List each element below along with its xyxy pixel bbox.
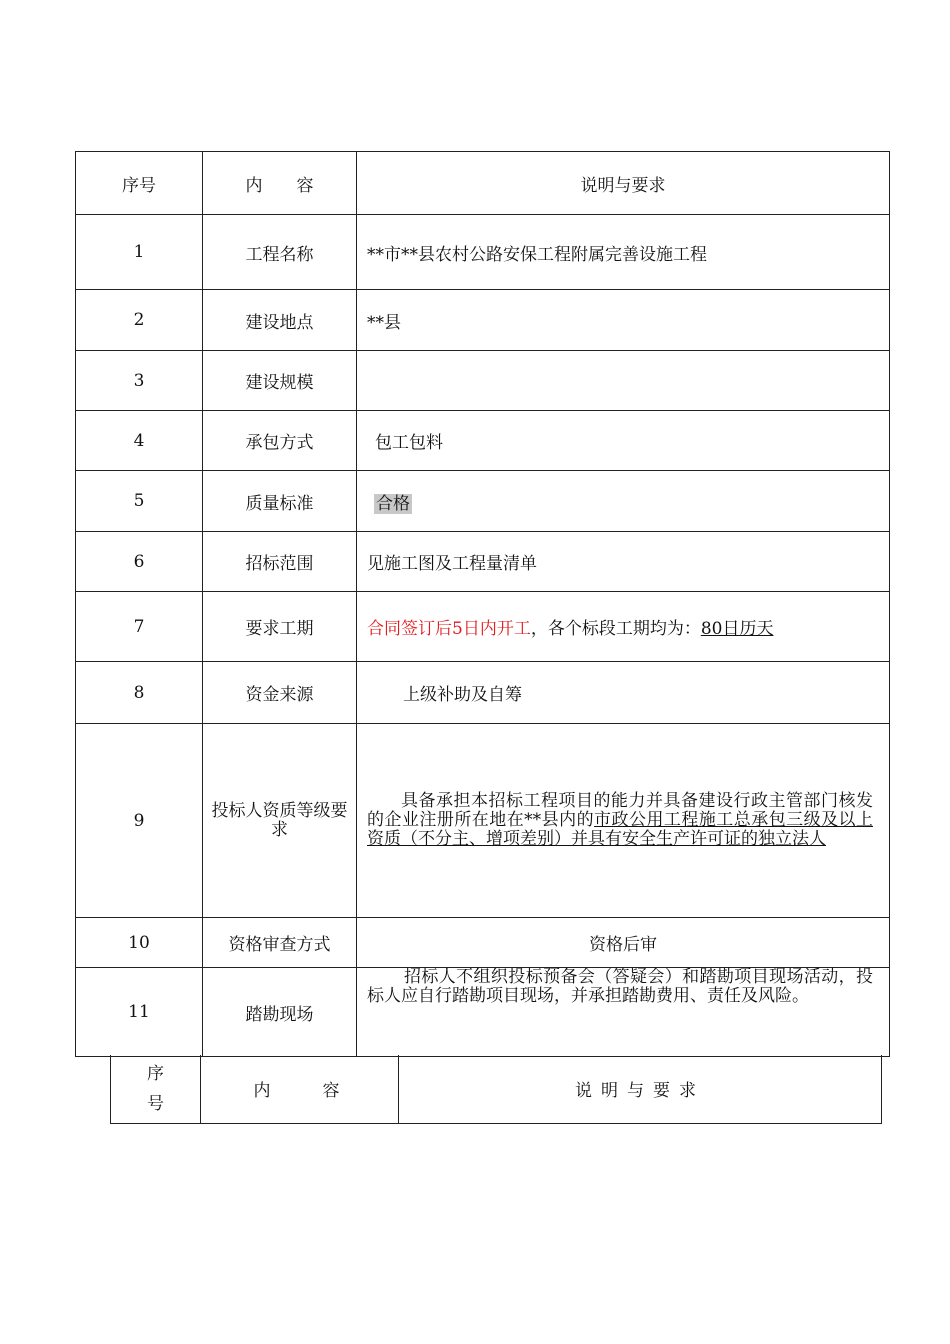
row-desc-cell — [357, 724, 890, 918]
row-no: 3 — [76, 351, 203, 411]
header-desc: 说明与要求 — [399, 1055, 882, 1123]
table-row — [76, 532, 890, 592]
row-item: 踏勘现场 — [203, 968, 357, 1057]
row-no: 6 — [76, 532, 203, 592]
table-header-row — [76, 152, 890, 215]
table-row — [76, 592, 890, 662]
table-row — [76, 290, 890, 351]
table-row — [76, 471, 890, 532]
row-desc-cell — [357, 592, 890, 662]
row-no: 2 — [76, 290, 203, 351]
table-row — [76, 411, 890, 471]
continuation-table-header — [110, 1055, 882, 1124]
tender-info-table — [75, 151, 890, 1057]
row-desc: **县 — [357, 290, 890, 351]
header-item: 内 容 — [203, 152, 357, 215]
header-desc: 说明与要求 — [357, 152, 890, 215]
row-desc-cell — [357, 968, 890, 1057]
table-header-row — [111, 1055, 882, 1123]
row-item: 质量标准 — [203, 471, 357, 532]
row-desc: **市**县农村公路安保工程附属完善设施工程 — [357, 215, 890, 290]
row-item: 建设地点 — [203, 290, 357, 351]
row-item: 建设规模 — [203, 351, 357, 411]
row-item: 资格审查方式 — [203, 918, 357, 968]
row-item: 要求工期 — [203, 592, 357, 662]
row-desc: 见施工图及工程量清单 — [357, 532, 890, 592]
qualification-underlined-text: 市政公用工程施工总承包三级及以上资质（不分主、增项差别）并具有安全生产许可证的独立法人 — [367, 810, 874, 849]
row-no: 5 — [76, 471, 203, 532]
table-row — [76, 918, 890, 968]
row-no: 10 — [76, 918, 203, 968]
site-visit-paragraph: 招标人不组织投标预备会（答疑会）和踏勘项目现场活动，投标人应自行踏勘项目现场，并承担踏勘费用、责任及风险。 — [367, 967, 873, 1006]
table-row — [76, 968, 890, 1057]
header-item-text: 内 容 — [253, 1081, 346, 1102]
row-no: 1 — [76, 215, 203, 290]
row-desc — [357, 351, 890, 411]
row-no: 9 — [76, 724, 203, 918]
table-row — [76, 662, 890, 724]
period-days-text: 80日历天 — [700, 619, 774, 639]
highlighted-text: 合格 — [376, 493, 410, 514]
row-item: 投标人资质等级要求 — [203, 724, 357, 918]
row-desc: 上级补助及自筹 — [357, 662, 890, 724]
qualification-paragraph — [367, 792, 881, 849]
qualification-text: 具备承担本招标工程项目的能力并具备建设行政主管部门核发的企业注册所在地在**县内的 — [367, 791, 873, 830]
row-item: 招标范围 — [203, 532, 357, 592]
row-item: 工程名称 — [203, 215, 357, 290]
row-no: 11 — [76, 968, 203, 1057]
row-no: 8 — [76, 662, 203, 724]
row-no: 4 — [76, 411, 203, 471]
row-item: 资金来源 — [203, 662, 357, 724]
row-no: 7 — [76, 592, 203, 662]
table-row — [76, 215, 890, 290]
table-row — [76, 351, 890, 411]
row-item: 承包方式 — [203, 411, 357, 471]
table-row — [76, 724, 890, 918]
header-item — [201, 1055, 399, 1123]
period-text: ，各个标段工期均为： — [530, 619, 701, 639]
start-deadline-text: 合同签订后5日内开工 — [367, 619, 531, 639]
header-no: 序号 — [111, 1055, 201, 1123]
row-desc: 资格后审 — [357, 918, 890, 968]
row-desc: 包工包料 — [357, 411, 890, 471]
header-no: 序号 — [76, 152, 203, 215]
row-desc-cell — [357, 471, 890, 532]
